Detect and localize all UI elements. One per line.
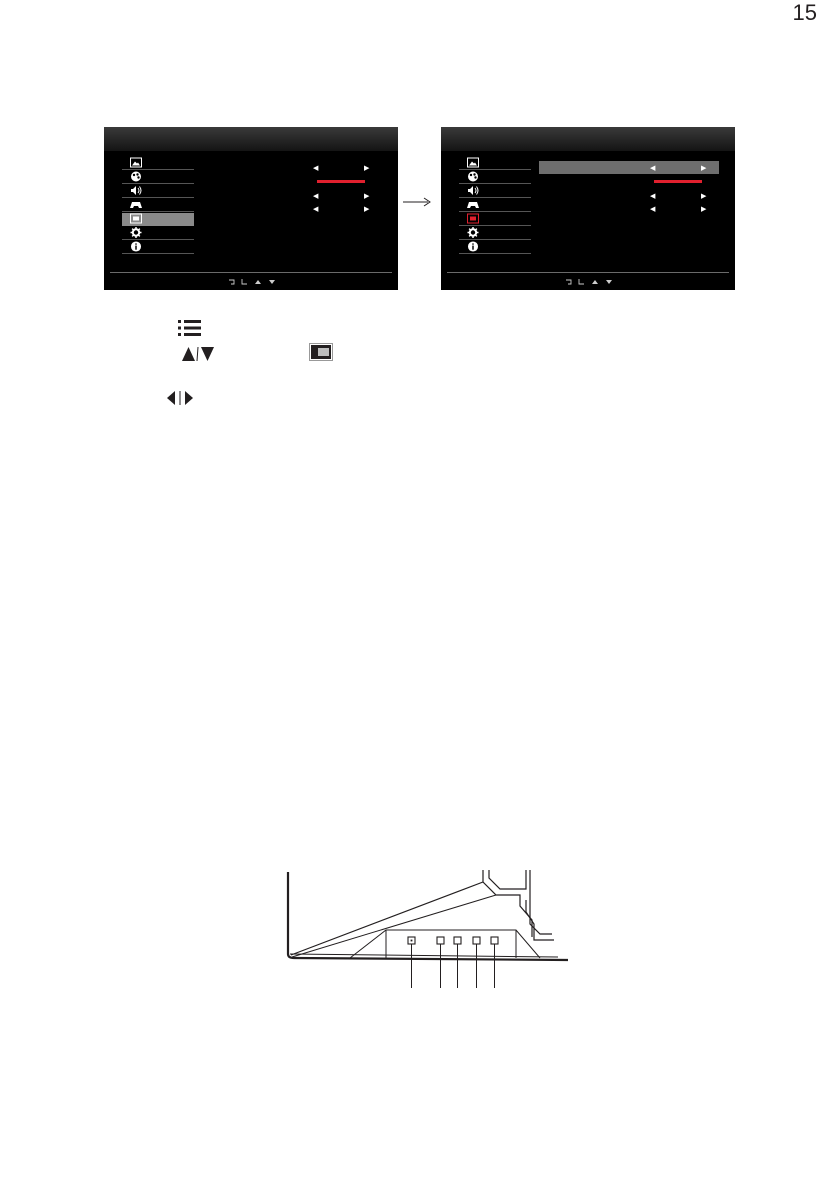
left-arrow-icon[interactable]: ◀ bbox=[313, 165, 319, 172]
osd-icon bbox=[130, 213, 142, 224]
menu-item-picture[interactable] bbox=[122, 157, 194, 170]
right-arrow-icon[interactable]: ▶ bbox=[364, 193, 370, 200]
gaming-icon bbox=[467, 199, 479, 210]
menu-item-information[interactable] bbox=[122, 241, 194, 254]
osd-divider bbox=[110, 272, 392, 273]
menu-item-color[interactable] bbox=[459, 171, 531, 184]
color-icon bbox=[130, 171, 142, 182]
slider-bar[interactable] bbox=[317, 180, 365, 183]
left-arrow-icon[interactable]: ◀ bbox=[313, 206, 319, 213]
selected-setting-row[interactable] bbox=[539, 161, 719, 174]
menu-item-osd[interactable] bbox=[459, 213, 531, 226]
information-icon bbox=[467, 241, 479, 252]
audio-icon bbox=[467, 185, 479, 196]
menu-item-color[interactable] bbox=[122, 171, 194, 184]
menu-item-osd[interactable] bbox=[122, 213, 194, 226]
right-arrow-icon[interactable]: ▶ bbox=[701, 165, 707, 172]
menu-item-picture[interactable] bbox=[459, 157, 531, 170]
menu-list-icon bbox=[178, 320, 202, 336]
osd-divider bbox=[447, 272, 729, 273]
menu-item-gaming[interactable] bbox=[122, 199, 194, 212]
osd-screen-before bbox=[104, 127, 398, 290]
osd-icon-active bbox=[467, 213, 479, 224]
navigation-hints-icon bbox=[228, 278, 280, 286]
page-number: 15 bbox=[792, 0, 817, 25]
left-arrow-icon[interactable]: ◀ bbox=[313, 193, 319, 200]
right-arrow-icon[interactable]: ▶ bbox=[701, 193, 707, 200]
osd-title-bar bbox=[441, 127, 735, 151]
menu-item-information[interactable] bbox=[459, 241, 531, 254]
audio-icon bbox=[130, 185, 142, 196]
menu-item-audio[interactable] bbox=[459, 185, 531, 198]
transition-arrow-icon bbox=[402, 196, 432, 208]
up-down-triangle-icons bbox=[181, 346, 217, 362]
right-arrow-icon[interactable]: ▶ bbox=[364, 206, 370, 213]
navigation-hints-icon bbox=[565, 278, 617, 286]
osd-title-bar bbox=[104, 127, 398, 151]
menu-item-system[interactable] bbox=[122, 227, 194, 240]
left-arrow-icon[interactable]: ◀ bbox=[650, 165, 656, 172]
system-icon bbox=[130, 227, 142, 238]
right-arrow-icon[interactable]: ▶ bbox=[364, 165, 370, 172]
color-icon bbox=[467, 171, 479, 182]
monitor-control-diagram bbox=[278, 862, 578, 997]
slider-bar[interactable] bbox=[654, 180, 702, 183]
menu-item-gaming[interactable] bbox=[459, 199, 531, 212]
right-arrow-icon[interactable]: ▶ bbox=[701, 206, 707, 213]
menu-item-system[interactable] bbox=[459, 227, 531, 240]
picture-icon bbox=[130, 157, 142, 168]
left-right-triangle-icons bbox=[166, 390, 196, 406]
information-icon bbox=[130, 241, 142, 252]
gaming-icon bbox=[130, 199, 142, 210]
osd-screen-after bbox=[441, 127, 735, 290]
left-arrow-icon[interactable]: ◀ bbox=[650, 193, 656, 200]
osd-window-icon bbox=[309, 343, 333, 361]
system-icon bbox=[467, 227, 479, 238]
left-arrow-icon[interactable]: ◀ bbox=[650, 206, 656, 213]
menu-item-audio[interactable] bbox=[122, 185, 194, 198]
picture-icon bbox=[467, 157, 479, 168]
